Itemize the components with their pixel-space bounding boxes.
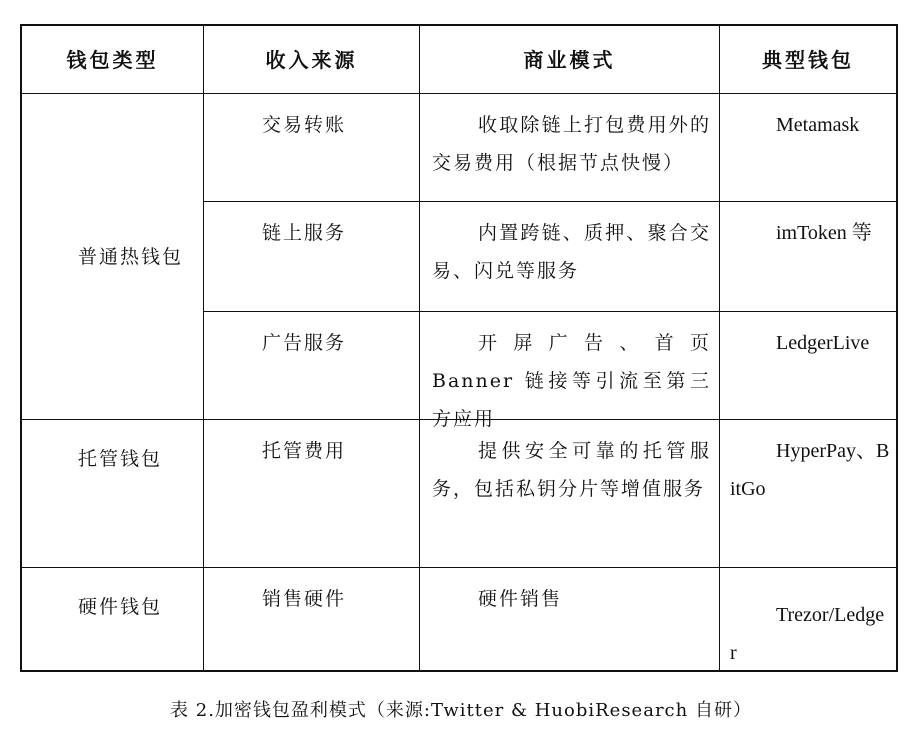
business-model-cell: 内置跨链、质押、聚合交易、闪兑等服务	[420, 202, 720, 312]
wallet-type-label: 普通热钱包	[78, 245, 184, 268]
typical-wallet-cell: HyperPay、BitGo	[720, 420, 896, 568]
business-model-cell: 开屏广告、首页 Banner 链接等引流至第三方应用	[420, 312, 720, 420]
table-caption: 表 2.加密钱包盈利模式（来源:Twitter & HuobiResearch 自研）	[170, 700, 752, 721]
revenue-source-cell: 链上服务	[204, 202, 420, 312]
wallet-type-custodial	[22, 420, 204, 568]
business-model-cell: 提供安全可靠的托管服务，包括私钥分片等增值服务	[420, 420, 720, 568]
wallet-type-label: 硬件钱包	[78, 596, 163, 618]
revenue-source-cell: 广告服务	[204, 312, 420, 420]
header-wallet-type: 钱包类型	[22, 26, 204, 94]
business-model-cell: 收取除链上打包费用外的交易费用（根据节点快慢）	[420, 94, 720, 202]
typical-wallet-cell: Trezor/Ledger	[730, 604, 885, 664]
wallet-type-hot	[22, 94, 204, 420]
header-business-model: 商业模式	[420, 26, 720, 94]
typical-wallet-cell: imToken 等	[720, 202, 896, 312]
revenue-source-cell: 交易转账	[204, 94, 420, 202]
business-model-cell: 硬件销售	[420, 568, 720, 672]
wallet-type-label: 托管钱包	[78, 448, 163, 470]
wallet-type-hardware	[22, 568, 204, 672]
header-revenue-source: 收入来源	[204, 26, 420, 94]
header-typical-wallet: 典型钱包	[720, 26, 896, 94]
typical-wallet-cell: LedgerLive	[720, 312, 896, 420]
revenue-source-cell: 托管费用	[204, 420, 420, 568]
profit-model-table	[20, 24, 898, 672]
revenue-source-cell: 销售硬件	[204, 568, 420, 672]
typical-wallet-cell: Metamask	[720, 94, 896, 202]
